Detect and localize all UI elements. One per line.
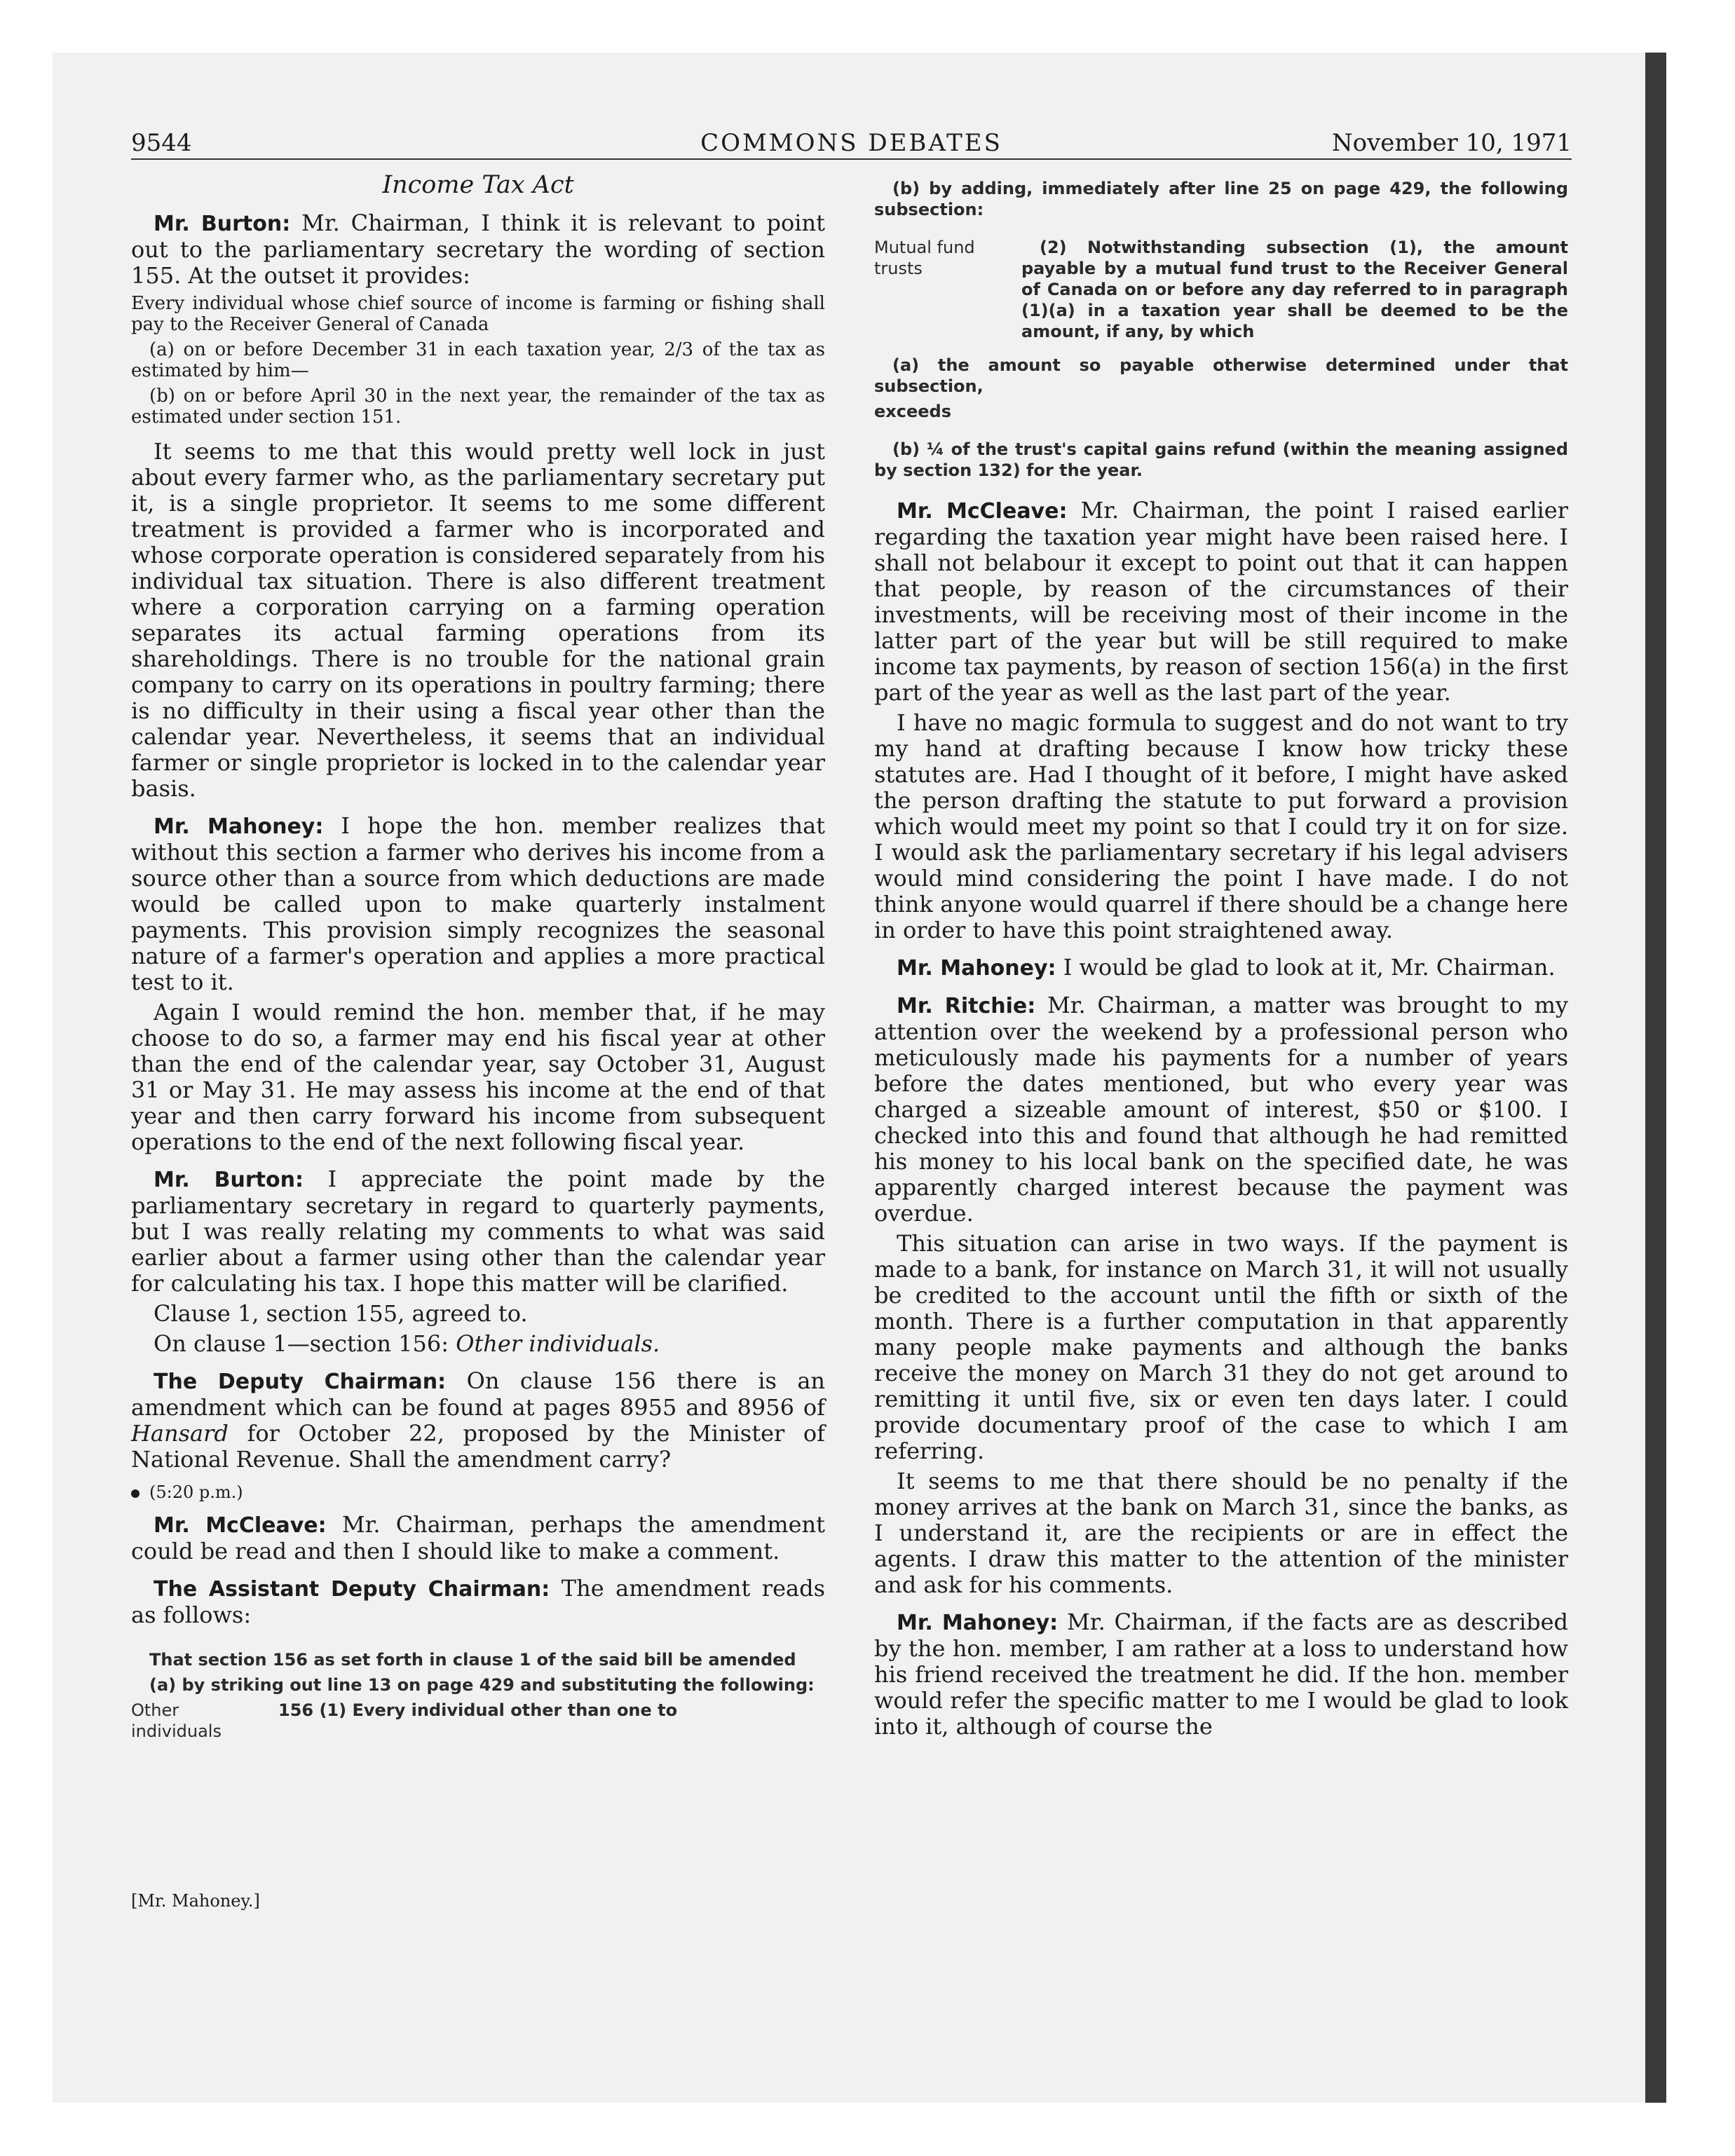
amendment-text: (b) by adding, immediately after line 25 on page 429, the following subsection:: [874, 179, 1568, 219]
speaker-name: Mr. Burton:: [154, 212, 291, 236]
paragraph-text: Mr. Chairman, a matter was brought to my attention over the weekend by a professional person who meticulously made his payments for a number of years before the dates mentioned, but who every year was charged a sizeable amount of interest, $50 or $100. I checked into this and found that although he had remitted his money to his local bank on the specified date, he was apparently charged interest because the payment was overdue.: [874, 992, 1568, 1227]
right-column: [874, 178, 1568, 1744]
paragraph: [131, 1368, 825, 1473]
page-footer: [Mr. Mahoney.]: [131, 1891, 260, 1911]
running-title: Income Tax Act: [382, 171, 574, 199]
amendment-text: (a) by striking out line 13 on page 429 and substituting the following:: [149, 1675, 815, 1695]
amendment-text: (b) ¼ of the trust's capital gains refund (within the meaning assigned by section 132) for the year.: [874, 439, 1568, 480]
paragraph: [874, 498, 1568, 706]
speaker-name: The Deputy Chairman:: [154, 1370, 447, 1394]
amendment-text: (2) Notwithstanding subsection (1), the amount payable by a mutual fund trust to the Receiver General of Canada on or before any day referred to in paragraph (1)(a) in a taxation year shall be deemed to be the amount, if any, by which: [1021, 238, 1568, 341]
page-header: [131, 128, 1572, 160]
amendment-text: exceeds: [874, 402, 952, 421]
speaker-name: The Assistant Deputy Chairman:: [154, 1577, 550, 1602]
book-spine-shadow: [1645, 53, 1666, 2103]
speaker-name: Mr. McCleave:: [897, 499, 1068, 524]
timestamp: [131, 1481, 825, 1503]
paragraph: [874, 1609, 1568, 1740]
amendment-text: That section 156 as set forth in clause 1 of the said bill be amended: [149, 1650, 796, 1670]
publication-title: COMMONS DEBATES: [700, 129, 1002, 157]
paragraph: It seems to me that there should be no penalty if the money arrives at the bank on March 31, since the banks, as I understand it, are the recipients or are in effect the agents. I draw this matter to the attention of the minister and ask for his comments.: [874, 1468, 1568, 1598]
paragraph: [131, 1331, 825, 1357]
paragraph-text: Mr. Chairman, the point I raised earlier regarding the taxation year might have been raised here. I shall not belabour it except to point out that it can happen that people, by reason of the circumstances of their investments, will be receiving most of their income in the latter part of the year but will be still required to make income tax payments, by reason of section 156(a) in the first part of the year as well as the last part of the year.: [874, 497, 1569, 706]
margin-note: Mutual fund trusts: [874, 238, 975, 278]
paragraph-text: On clause 156 there is an amendment which can be found at pages 8955 and 8956 of: [131, 1367, 826, 1421]
paragraph-text: Mr. Chairman, perhaps the amendment could be read and then I should like to make a comment.: [131, 1511, 826, 1564]
speaker-name: Mr. Mahoney:: [897, 1611, 1059, 1635]
publication-date: November 10, 1971: [1331, 129, 1572, 157]
paragraph: [131, 1576, 825, 1628]
paragraph-text: I hope the hon. member realizes that without this section a farmer who derives his income from a source other than a source from which deductions are made would be called upon to make quarterly instalment payments. This provision simply recognizes the seasonal nature of a farmer's operation and applies a more practical test to it.: [131, 812, 825, 995]
paragraph-text: I would be glad to look at it, Mr. Chairman.: [1063, 954, 1556, 981]
amendment-with-margin-note: [131, 1700, 825, 1741]
paragraph: [131, 813, 825, 995]
speaker-name: Mr. Mahoney:: [897, 956, 1056, 981]
quoted-statute: (a) on or before December 31 in each taxation year, 2/3 of the tax as estimated by him—: [131, 339, 825, 381]
paragraph: [131, 1512, 825, 1564]
clause-heading: Other individuals.: [456, 1330, 660, 1357]
quoted-statute: Every individual whose chief source of income is farming or fishing shall pay to the Receiver General of Canada: [131, 293, 825, 335]
speaker-name: Mr. Burton:: [154, 1168, 304, 1192]
time-text: (5:20 p.m.): [149, 1482, 243, 1502]
paragraph: Again I would remind the hon. member that, if he may choose to do so, a farmer may end his fiscal year at other than the end of the calendar year, say October 31, August 31 or May 31. He may assess his income at the end of that year and then carry forward his income from subsequent operations to the end of the next following fiscal year.: [131, 999, 825, 1155]
paragraph: Clause 1, section 155, agreed to.: [154, 1300, 528, 1327]
speaker-name: Mr. Mahoney:: [154, 814, 324, 839]
amendment-text: 156 (1) Every individual other than one to: [278, 1700, 678, 1720]
paragraph-text: I appreciate the point made by the parliamentary secretary in regard to quarterly payments, but I was really relating my comments to what was said earlier about a farmer using other than the calendar year for calculating his tax. I hope this matter will be clarified.: [131, 1166, 825, 1297]
bullet-icon: [131, 1489, 140, 1498]
paragraph: [131, 1166, 825, 1297]
publication-reference: Hansard: [131, 1420, 229, 1447]
paragraph: [874, 992, 1568, 1227]
margin-note: Other individuals: [131, 1700, 222, 1741]
page: [131, 128, 1572, 1911]
paragraph: [131, 210, 825, 289]
paragraph-text: The amendment reads as follows:: [131, 1575, 825, 1628]
paragraph: It seems to me that this would pretty well lock in just about every farmer who, as the parliamentary secretary put it, is a single proprietor. It seems to me some different treatment is provided a farmer who is incorporated and whose corporate operation is considered separately from his individual tax situation. There is also different treatment where a corporation carrying on a farming operation separates its actual farming operations from its shareholdings. There is no trouble for the national grain company to carry on its operations in poultry farming; there is no difficulty in their using a fiscal year other than the calendar year. Nevertheless, it seems that an individual farmer or single proprietor is locked in to the calendar year basis.: [131, 438, 825, 802]
paragraph-text: Mr. Chairman, I think it is relevant to point out to the parliamentary secretary the wording of section 155. At the outset it provides:: [131, 210, 826, 289]
page-number: 9544: [131, 129, 192, 157]
speaker-name: Mr. McCleave:: [154, 1513, 327, 1538]
paragraph: I have no magic formula to suggest and do not want to try my hand at drafting because I know how tricky these statutes are. Had I thought of it before, I might have asked the person drafting the statute to put forward a provision which would meet my point so that I could try it on for size. I would ask the parliamentary secretary if his legal advisers would mind considering the point I have made. I do not think anyone would quarrel if there should be a change here in order to have this point straightened away.: [874, 709, 1568, 943]
quoted-statute: (b) on or before April 30 in the next year, the remainder of the tax as estimated under section 151.: [131, 386, 825, 428]
left-column: [131, 170, 826, 1741]
paragraph-text: for October 22, proposed by the Minister of National Revenue. Shall the amendment carry?: [131, 1420, 825, 1473]
paragraph-text: Mr. Chairman, if the facts are as described by the hon. member, I am rather at a loss to understand how his friend received the treatment he did. If the hon. member would refer the specific matter to me I would be glad to look into it, although of course the: [874, 1609, 1569, 1740]
paragraph: This situation can arise in two ways. If the payment is made to a bank, for instance on March 31, it will not usually be credited to the account until the fifth or sixth of the month. There is a further computation in that apparently many people make payments and although the banks receive the money on March 31 they do not get around to remitting it until five, six or even ten days later. I could provide documentary proof of the case to which I am referring.: [874, 1230, 1568, 1464]
speaker-name: Mr. Ritchie:: [897, 994, 1036, 1018]
paragraph: [874, 955, 1568, 981]
paragraph-text: On clause 1—section 156:: [154, 1330, 449, 1357]
amendment-text: (a) the amount so payable otherwise determined under that subsection,: [874, 355, 1568, 396]
amendment-with-margin-note: [874, 237, 1568, 342]
